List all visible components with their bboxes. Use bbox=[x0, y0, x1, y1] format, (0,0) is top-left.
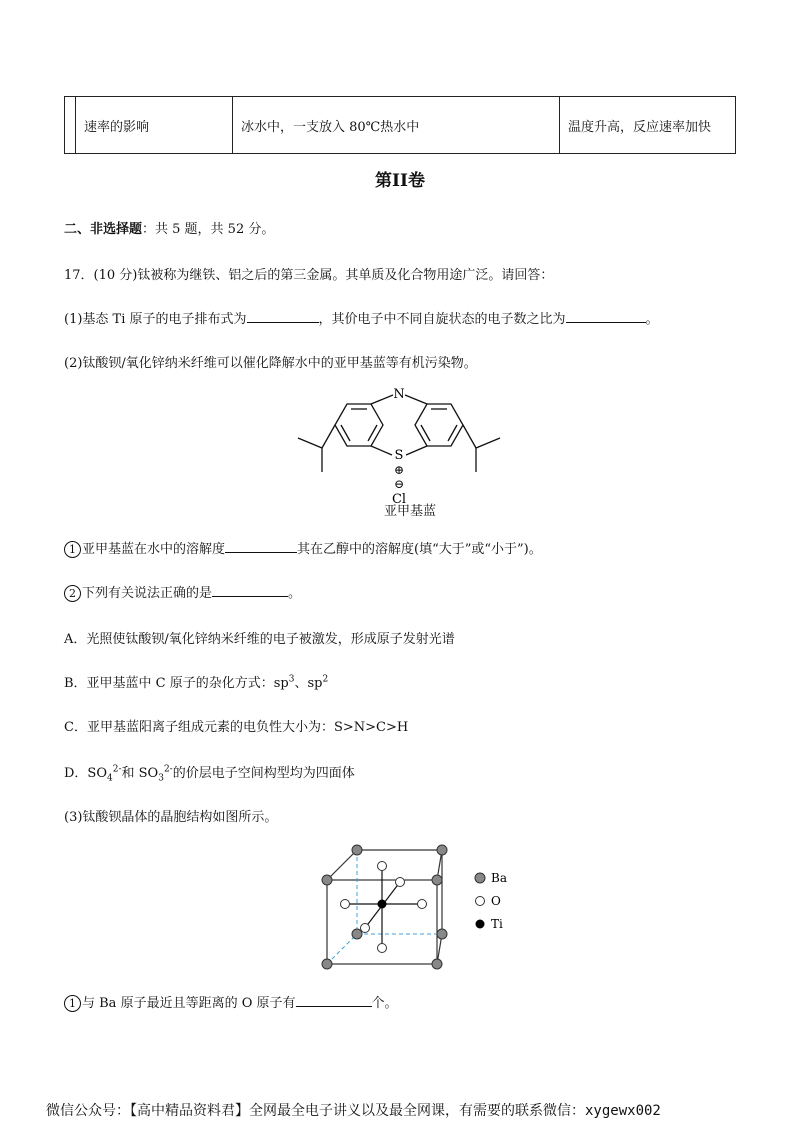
ba-atom bbox=[432, 959, 442, 969]
atom-s-label: S bbox=[394, 448, 404, 463]
q17-1-text-b: ，其价电子中不同自旋状态的电子数之比为 bbox=[318, 312, 566, 327]
footer-wechat-id: xygewx002 bbox=[585, 1103, 661, 1119]
sub2-text-a: 下列有关说法正确的是 bbox=[82, 586, 213, 601]
legend-ba-label: Ba bbox=[491, 871, 507, 885]
o-atom bbox=[418, 900, 427, 909]
o-atom bbox=[361, 924, 370, 933]
legend-ti-label: Ti bbox=[491, 917, 503, 931]
ti-atom bbox=[378, 900, 387, 909]
section-title: 第II卷 bbox=[375, 171, 425, 191]
ba-atom bbox=[432, 875, 442, 885]
option-c: C．亚甲基蓝阳离子组成元素的电负性大小为：S>N>C>H bbox=[64, 720, 409, 735]
negative-charge-symbol: ⊖ bbox=[393, 477, 405, 491]
option-d-charge-2: 2- bbox=[163, 764, 173, 775]
molecule-caption: 亚甲基蓝 bbox=[383, 504, 436, 519]
option-d bbox=[64, 762, 355, 784]
table-cell-topic: 速率的影响 bbox=[76, 97, 233, 154]
sub1-text-b: 其在乙醇中的溶解度(填“大于”或“小于”)。 bbox=[297, 542, 542, 557]
table-row bbox=[65, 97, 736, 154]
ba-atom bbox=[352, 845, 362, 855]
table-cell-operation: 冰水中，一支放入 80℃热水中 bbox=[233, 97, 560, 154]
option-d-charge-1: 2- bbox=[112, 764, 122, 775]
answer-blank-solubility[interactable] bbox=[225, 539, 297, 553]
o-atom bbox=[396, 878, 405, 887]
ba-atom bbox=[322, 959, 332, 969]
page-footer bbox=[46, 1100, 661, 1120]
sub-question-1 bbox=[64, 538, 542, 558]
option-b-mid: 、sp bbox=[294, 676, 323, 691]
sub2-text-b: 。 bbox=[288, 586, 302, 601]
answer-blank-electron-config[interactable] bbox=[247, 309, 319, 323]
option-b-sup-3: 3 bbox=[288, 674, 295, 685]
o-atom bbox=[341, 900, 350, 909]
ba-atom bbox=[437, 929, 447, 939]
part-heading: 二、非选择题 bbox=[64, 222, 143, 237]
right-ring bbox=[415, 404, 463, 446]
atom-cl-label: Cl bbox=[391, 492, 407, 507]
option-a: A．光照使钛酸钡/氧化锌纳米纤维的电子被激发，形成原子发射光谱 bbox=[64, 632, 455, 647]
positive-charge-symbol: ⊕ bbox=[393, 463, 405, 477]
footer-text: 微信公众号：【高中精品资料君】全网最全电子讲义以及最全网课，有需要的联系微信： bbox=[46, 1103, 585, 1119]
table-cell-index bbox=[65, 97, 76, 154]
left-ring bbox=[335, 404, 383, 446]
o-atom bbox=[378, 862, 387, 871]
sub3-text-b: 个。 bbox=[371, 996, 398, 1011]
o-atom bbox=[378, 944, 387, 953]
option-b bbox=[64, 672, 328, 691]
experiment-table bbox=[64, 96, 736, 154]
option-d-mid: 和 SO bbox=[121, 766, 159, 781]
sub3-text-a: 与 Ba 原子最近且等距离的 O 原子有 bbox=[82, 996, 296, 1011]
methylene-blue-structure bbox=[290, 382, 530, 517]
answer-blank-spin-ratio[interactable] bbox=[566, 309, 646, 323]
option-d-sub-4: 4 bbox=[107, 773, 113, 784]
question-17-part2: (2)钛酸钡/氧化锌纳米纤维可以催化降解水中的亚甲基蓝等有机污染物。 bbox=[64, 356, 477, 371]
unit-cell-diagram bbox=[315, 838, 545, 973]
circled-number-2: 2 bbox=[64, 585, 81, 602]
option-b-sup-2: 2 bbox=[322, 674, 329, 685]
option-b-text: B．亚甲基蓝中 C 原子的杂化方式：sp bbox=[64, 676, 289, 691]
q17-1-text-a: (1)基态 Ti 原子的电子排布式为 bbox=[64, 312, 247, 327]
legend-ti-symbol bbox=[476, 920, 485, 929]
part-heading-line bbox=[64, 218, 274, 237]
sub-question-3 bbox=[64, 992, 398, 1012]
circled-number-1: 1 bbox=[64, 541, 81, 558]
option-d-post: 的价层电子空间构型均为四面体 bbox=[172, 766, 355, 781]
answer-blank-correct-option[interactable] bbox=[212, 583, 288, 597]
answer-blank-o-count[interactable] bbox=[296, 993, 372, 1007]
question-17-part1 bbox=[64, 308, 659, 327]
question-17-part3: (3)钛酸钡晶体的晶胞结构如图所示。 bbox=[64, 810, 278, 825]
legend-ba-symbol bbox=[475, 873, 485, 883]
part-info: ：共 5 题，共 52 分。 bbox=[142, 222, 275, 237]
legend-o-symbol bbox=[476, 897, 485, 906]
option-d-sub-3: 3 bbox=[158, 773, 164, 784]
ba-atom bbox=[322, 875, 332, 885]
circled-number-1-b: 1 bbox=[64, 995, 81, 1012]
ba-atom bbox=[352, 929, 362, 939]
sub1-text-a: 亚甲基蓝在水中的溶解度 bbox=[82, 542, 226, 557]
sub-question-2 bbox=[64, 582, 301, 602]
table-cell-conclusion: 温度升高，反应速率加快 bbox=[560, 97, 736, 154]
option-d-text: D．SO bbox=[64, 766, 107, 781]
legend-o-label: O bbox=[491, 894, 501, 908]
q17-1-text-c: 。 bbox=[645, 312, 659, 327]
atom-n-label: N bbox=[393, 387, 405, 402]
question-17-intro: 17．(10 分)钛被称为继铁、铝之后的第三金属。其单质及化合物用途广泛。请回答： bbox=[64, 268, 554, 283]
ba-atom bbox=[437, 845, 447, 855]
